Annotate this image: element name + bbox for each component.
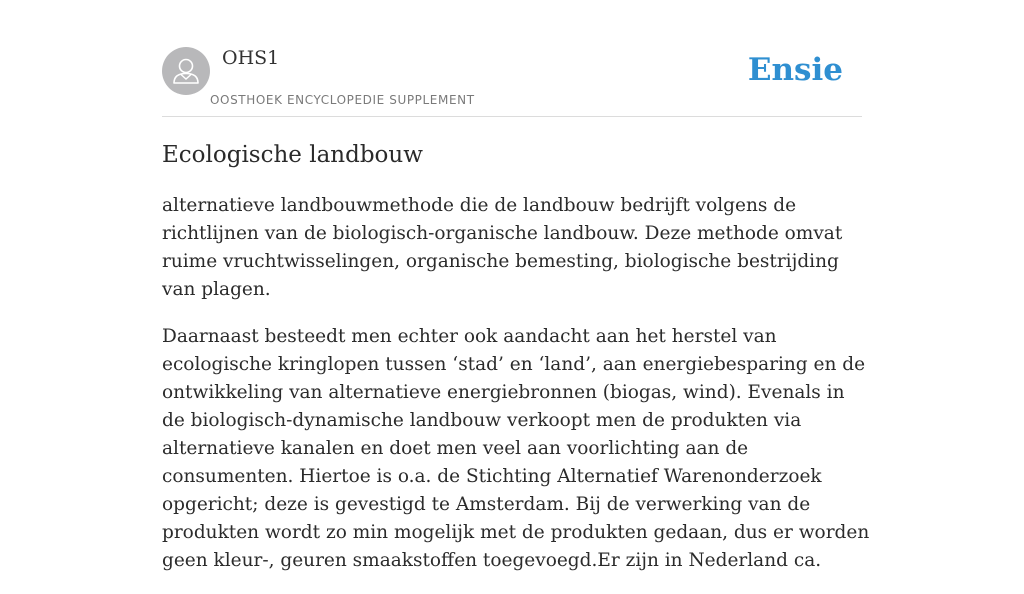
source-label[interactable]: OOSTHOEK ENCYCLOPEDIE SUPPLEMENT xyxy=(210,93,475,107)
article-body xyxy=(162,192,872,594)
article-paragraph: alternatieve landbouwmethode die de landbouw bedrijft volgens de richtlijnen van de biologisch-organische landbouw. Deze methode omvat ruime vruchtwisselingen, organische bemesting, biologische bestrijding van plagen. xyxy=(162,195,843,300)
article-paragraph: Daarnaast besteedt men echter ook aandacht aan het herstel van ecologische kringlopen tussen ‘stad’ en ‘land’, aan energiebesparing en de ontwikkeling van alternatieve energiebronnen (biogas, wind). Evenals in de biologisch-dynamische landbouw verkoopt men de produkten via alternatieve kanalen en doet men veel aan voorlichting aan de consumenten. Hiertoe is o.a. de Stichting Alternatief Warenonderzoek opgericht; deze is gevestigd te Amsterdam. Bij de verwerking van de produkten wordt zo min mogelijk met de produkten gedaan, dus er worden geen kleur-, geuren smaakstoffen toegevoegd.Er zijn in Nederland ca. xyxy=(162,326,870,571)
page-title: Ecologische landbouw xyxy=(162,142,423,168)
author-name[interactable]: OHS1 xyxy=(222,47,280,69)
user-avatar-icon[interactable] xyxy=(162,47,210,95)
person-outline-icon xyxy=(162,47,210,95)
article-header xyxy=(162,46,862,117)
ensie-logo[interactable]: Ensie xyxy=(747,52,843,88)
